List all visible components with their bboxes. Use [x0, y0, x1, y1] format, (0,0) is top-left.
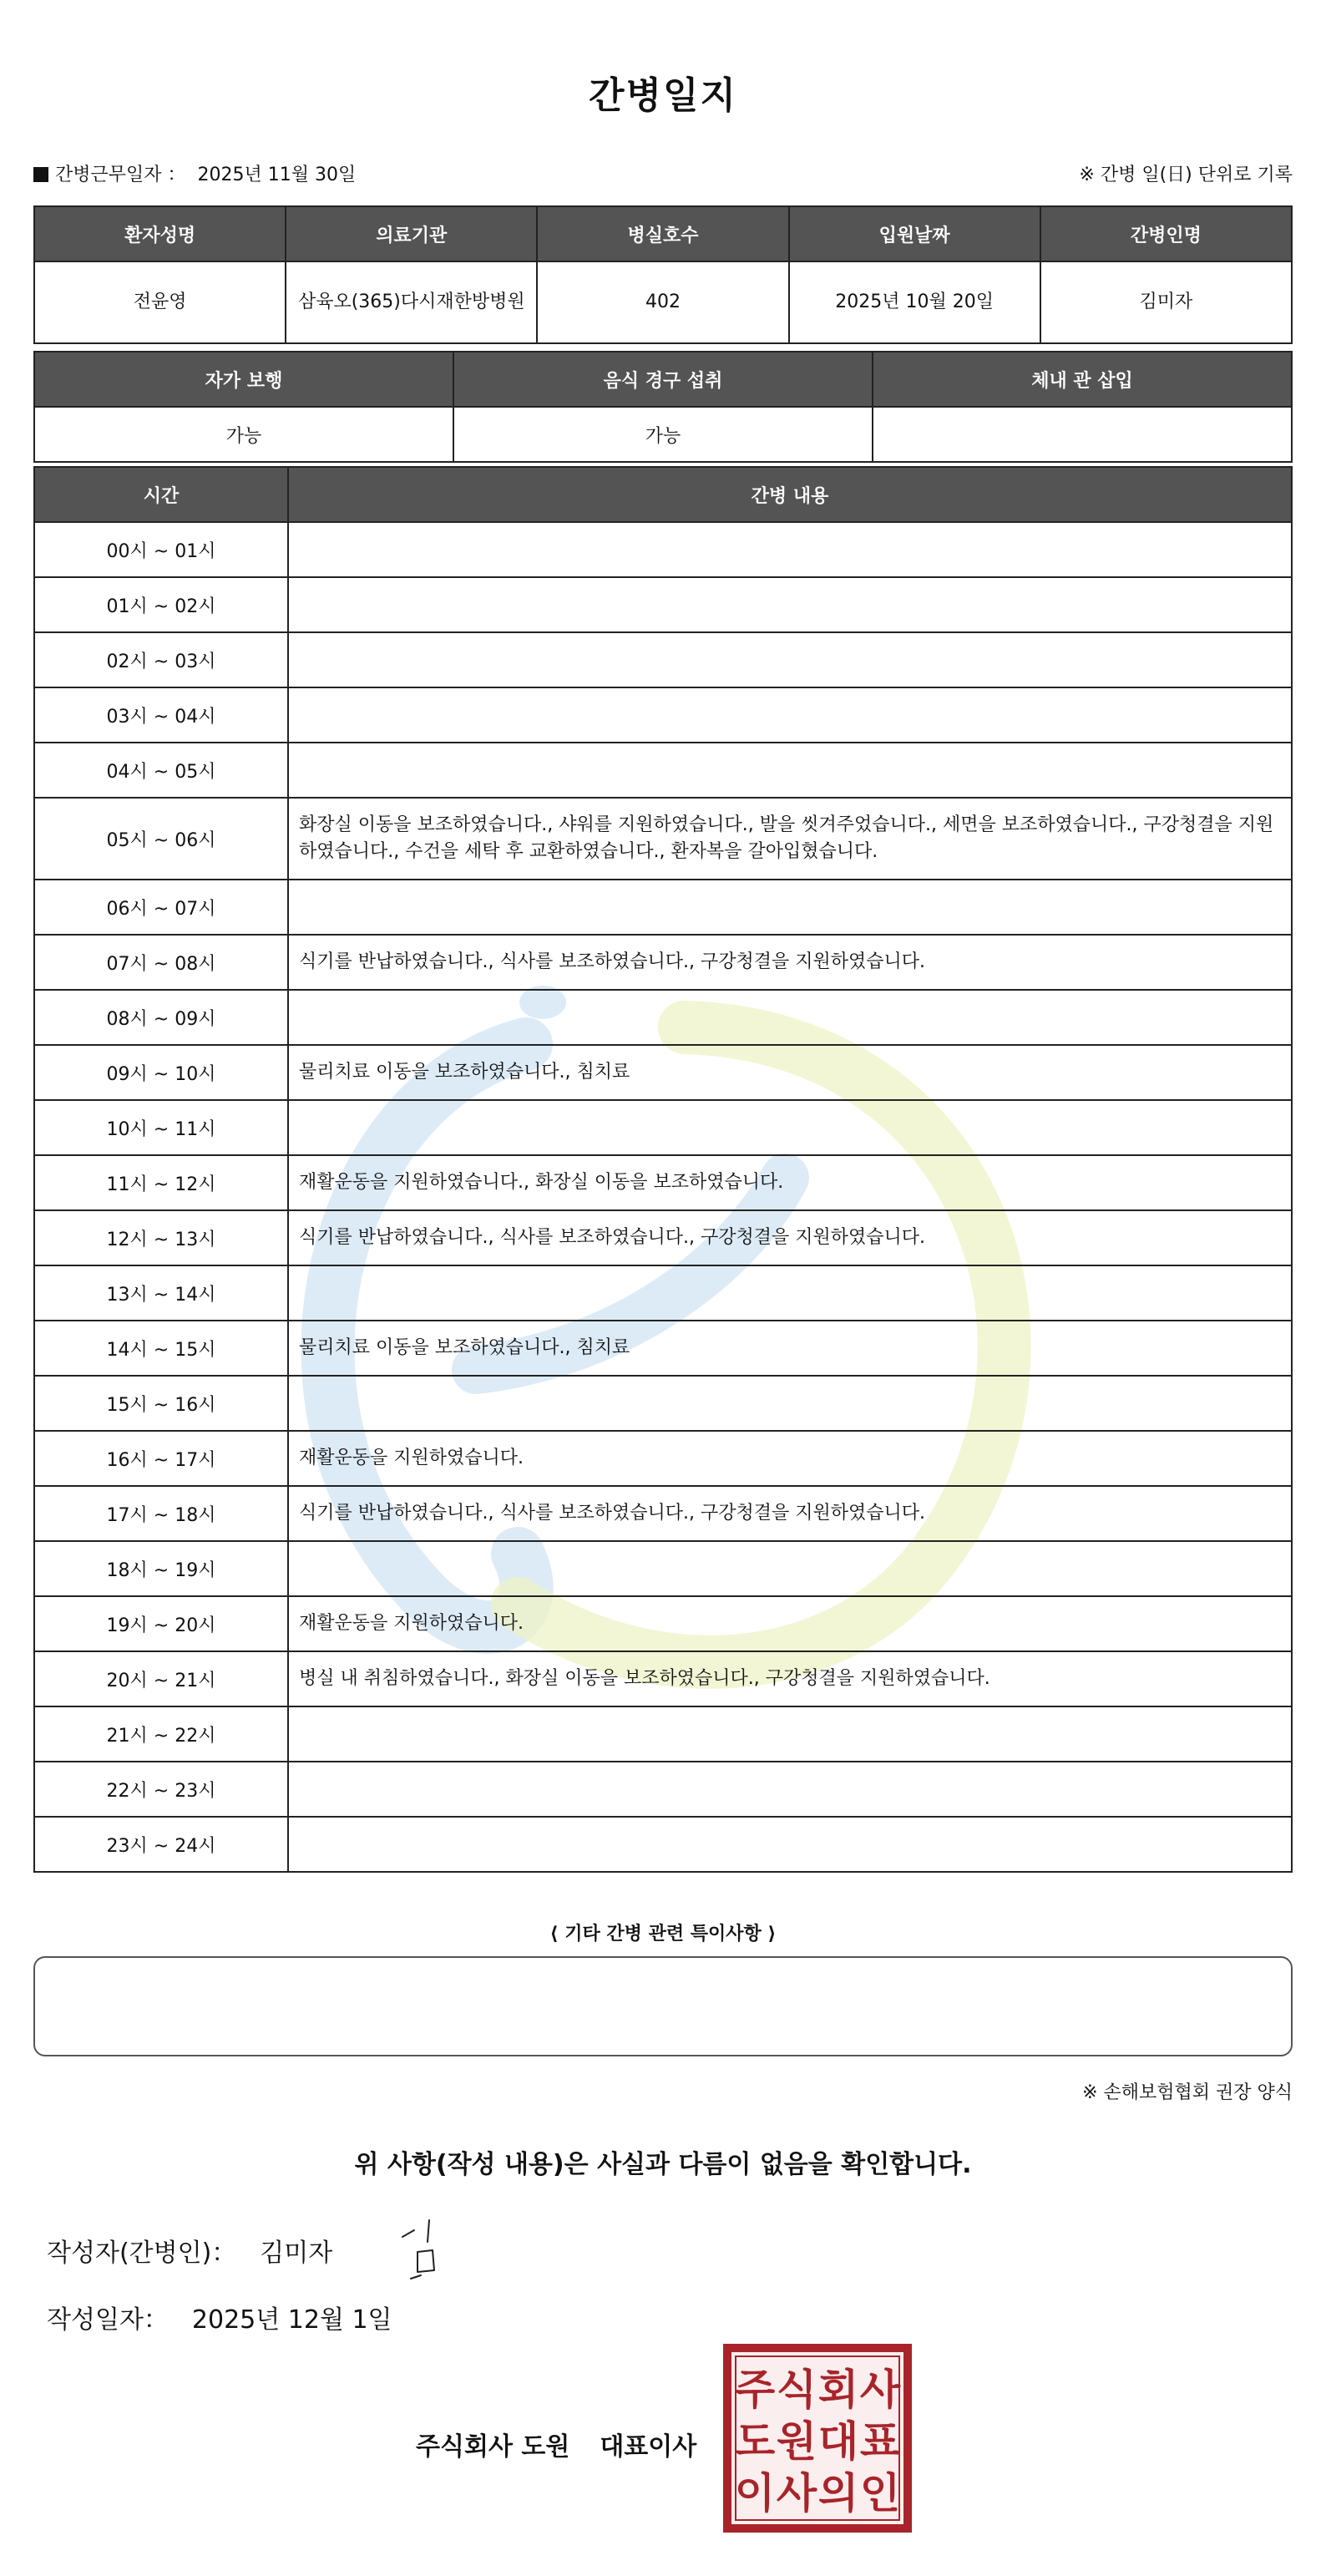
writer-label: 작성자(간병인)：	[47, 2239, 237, 2268]
table-row	[34, 1376, 1292, 1431]
header-tube-insertion: 체내 관 삽입	[873, 352, 1292, 407]
recommend-note: ※ 손해보험협회 권장 양식	[1082, 2082, 1293, 2103]
time-slot: 05시 ~ 06시	[34, 798, 288, 880]
header-room: 병실호수	[537, 206, 788, 261]
representative-title: 대표이사	[600, 2432, 697, 2462]
table-row	[34, 1486, 1292, 1541]
time-slot: 04시 ~ 05시	[34, 743, 288, 798]
svg-text:사: 사	[776, 2469, 817, 2518]
svg-text:이: 이	[734, 2469, 776, 2518]
hospital-name: 삼육오(365)다시재한방병원	[286, 261, 537, 343]
company-line	[416, 2426, 696, 2462]
caregiver-name: 김미자	[1040, 261, 1292, 343]
care-content: 물리치료 이동을 보조하였습니다., 침치료	[288, 1045, 1292, 1100]
svg-text:대: 대	[817, 2417, 859, 2466]
patient-name: 전윤영	[34, 261, 286, 343]
care-content: 병실 내 취침하였습니다., 화장실 이동을 보조하였습니다., 구강청결을 지원하였습니다.	[288, 1651, 1292, 1706]
table-row	[34, 1596, 1292, 1651]
work-date-label: 간병근무일자 ：	[55, 165, 186, 185]
table-row	[34, 1706, 1292, 1762]
svg-text:표: 표	[859, 2417, 901, 2466]
writer-name: 김미자	[260, 2239, 333, 2268]
table-row	[34, 577, 1292, 632]
confirmation-statement: 위 사항(작성 내용)은 사실과 다름이 없음을 확인합니다.	[354, 2150, 972, 2179]
table-row	[34, 687, 1292, 743]
care-content: 재활운동을 지원하였습니다.	[288, 1431, 1292, 1486]
header-patient-name: 환자성명	[34, 206, 286, 261]
admission-date: 2025년 10월 20일	[789, 261, 1040, 343]
care-content: 식기를 반납하였습니다., 식사를 보조하였습니다., 구강청결을 지원하였습니다.	[288, 935, 1292, 990]
time-slot: 14시 ~ 15시	[34, 1321, 288, 1376]
time-slot: 09시 ~ 10시	[34, 1045, 288, 1100]
table-row	[34, 935, 1292, 990]
time-slot: 01시 ~ 02시	[34, 577, 288, 632]
info-value-row	[34, 261, 1292, 343]
header-self-walking: 자가 보행	[34, 352, 453, 407]
care-content: 재활운동을 지원하였습니다., 화장실 이동을 보조하였습니다.	[288, 1155, 1292, 1210]
time-slot: 22시 ~ 23시	[34, 1762, 288, 1817]
care-content	[288, 880, 1292, 935]
care-content	[288, 1265, 1292, 1321]
table-row	[34, 1541, 1292, 1596]
time-slot: 20시 ~ 21시	[34, 1651, 288, 1706]
room-number: 402	[537, 261, 788, 343]
care-content: 물리치료 이동을 보조하였습니다., 침치료	[288, 1321, 1292, 1376]
care-schedule-table	[33, 466, 1293, 1873]
time-slot: 10시 ~ 11시	[34, 1100, 288, 1155]
time-slot: 06시 ~ 07시	[34, 880, 288, 935]
table-row	[34, 1321, 1292, 1376]
time-slot: 16시 ~ 17시	[34, 1431, 288, 1486]
time-slot: 15시 ~ 16시	[34, 1376, 288, 1431]
written-date-line	[47, 2299, 392, 2335]
care-content: 식기를 반납하였습니다., 식사를 보조하였습니다., 구강청결을 지원하였습니다.	[288, 1486, 1292, 1541]
time-slot: 19시 ~ 20시	[34, 1596, 288, 1651]
time-slot: 11시 ~ 12시	[34, 1155, 288, 1210]
care-content	[288, 1100, 1292, 1155]
time-slot: 23시 ~ 24시	[34, 1817, 288, 1872]
time-slot: 03시 ~ 04시	[34, 687, 288, 743]
table-row	[34, 1265, 1292, 1321]
care-content	[288, 632, 1292, 687]
company-name: 주식회사 도원	[416, 2432, 570, 2462]
table-row	[34, 1817, 1292, 1872]
time-slot: 00시 ~ 01시	[34, 522, 288, 577]
time-slot: 02시 ~ 03시	[34, 632, 288, 687]
table-row	[34, 1651, 1292, 1706]
table-row	[34, 1100, 1292, 1155]
table-row	[34, 1045, 1292, 1100]
notes-box	[33, 1956, 1293, 2056]
status-header-row	[34, 352, 1292, 407]
work-date-value: 2025년 11월 30일	[197, 165, 357, 185]
header-caregiver: 간병인명	[1040, 206, 1292, 261]
patient-status-table	[33, 351, 1293, 463]
svg-text:원: 원	[776, 2417, 817, 2466]
table-row	[34, 1210, 1292, 1265]
schedule-header-row	[34, 467, 1292, 522]
writer-line	[47, 2232, 332, 2269]
signature-mark	[396, 2213, 454, 2284]
table-row	[34, 522, 1292, 577]
status-value-row	[34, 407, 1292, 462]
care-content: 식기를 반납하였습니다., 식사를 보조하였습니다., 구강청결을 지원하였습니다.	[288, 1210, 1292, 1265]
time-slot: 21시 ~ 22시	[34, 1706, 288, 1762]
table-row	[34, 1155, 1292, 1210]
document-title: 간병일지	[588, 74, 737, 117]
care-content	[288, 577, 1292, 632]
table-row	[34, 880, 1292, 935]
svg-text:회: 회	[817, 2366, 859, 2414]
care-content	[288, 1817, 1292, 1872]
table-row	[34, 1431, 1292, 1486]
written-date-label: 작성일자：	[47, 2305, 169, 2335]
unit-note: ※ 간병 일(日) 단위로 기록	[1079, 165, 1293, 185]
svg-text:주: 주	[734, 2366, 776, 2414]
header-admission-date: 입원날짜	[789, 206, 1040, 261]
table-row	[34, 1762, 1292, 1817]
care-content	[288, 990, 1292, 1045]
time-slot: 17시 ~ 18시	[34, 1486, 288, 1541]
svg-text:의: 의	[817, 2469, 859, 2518]
care-content: 재활운동을 지원하였습니다.	[288, 1596, 1292, 1651]
care-content	[288, 1706, 1292, 1762]
table-row	[34, 990, 1292, 1045]
table-row	[34, 798, 1292, 880]
written-date-value: 2025년 12월 1일	[191, 2305, 392, 2335]
header-care-content: 간병 내용	[288, 467, 1292, 522]
svg-text:사: 사	[859, 2366, 901, 2414]
header-hospital: 의료기관	[286, 206, 537, 261]
header-oral-intake: 음식 경구 섭취	[453, 352, 873, 407]
care-content: 화장실 이동을 보조하였습니다., 샤워를 지원하였습니다., 발을 씻겨주었습니다., 세면을 보조하였습니다., 구강청결을 지원하였습니다., 수건을 세탁 후 교환하였습니다., 환자복을 갈아입혔습니다.	[288, 798, 1292, 880]
time-slot: 12시 ~ 13시	[34, 1210, 288, 1265]
care-content	[288, 687, 1292, 743]
header-time: 시간	[34, 467, 288, 522]
time-slot: 07시 ~ 08시	[34, 935, 288, 990]
care-content	[288, 743, 1292, 798]
patient-info-table	[33, 205, 1293, 344]
meta-row	[33, 160, 1293, 194]
time-slot: 13시 ~ 14시	[34, 1265, 288, 1321]
care-content	[288, 1541, 1292, 1596]
company-seal-stamp	[723, 2344, 912, 2533]
work-date	[33, 160, 356, 186]
tube-insertion-value	[873, 407, 1292, 462]
info-header-row	[34, 206, 1292, 261]
time-slot: 18시 ~ 19시	[34, 1541, 288, 1596]
notes-title: ⟨ 기타 간병 관련 특이사항 ⟩	[549, 1924, 777, 1945]
table-row	[34, 743, 1292, 798]
svg-text:식: 식	[776, 2366, 817, 2414]
svg-text:인: 인	[859, 2469, 901, 2518]
care-content	[288, 1376, 1292, 1431]
self-walking-value: 가능	[34, 407, 453, 462]
square-bullet-icon	[33, 167, 48, 182]
svg-text:도: 도	[734, 2417, 776, 2466]
time-slot: 08시 ~ 09시	[34, 990, 288, 1045]
care-content	[288, 1762, 1292, 1817]
oral-intake-value: 가능	[453, 407, 873, 462]
care-content	[288, 522, 1292, 577]
table-row	[34, 632, 1292, 687]
